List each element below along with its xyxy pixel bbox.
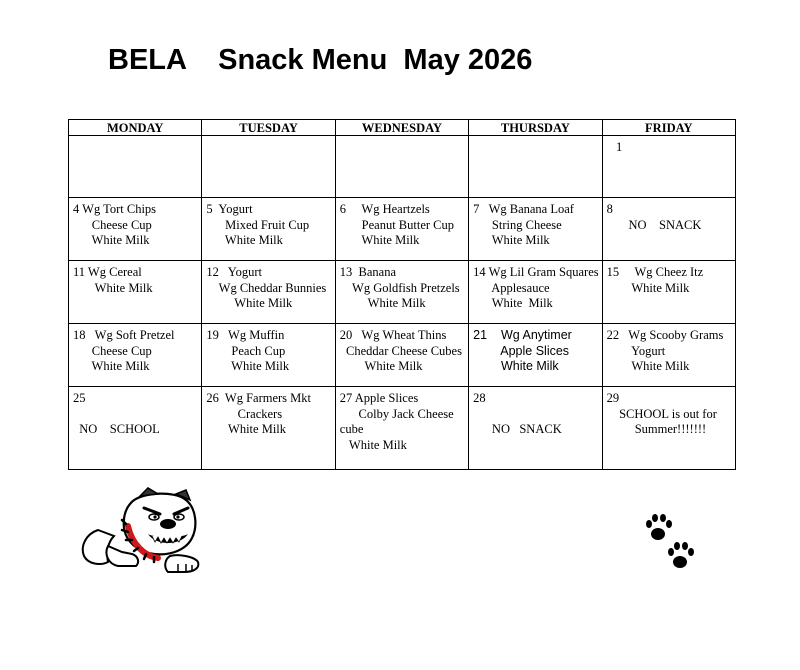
day-cell: 14 Wg Lil Gram Squares Applesauce White Milk: [469, 261, 602, 324]
day-cell: 4 Wg Tort Chips Cheese Cup White Milk: [69, 198, 202, 261]
snack-calendar: [68, 119, 736, 470]
day-cell: 29 SCHOOL is out for Summer!!!!!!!: [602, 387, 735, 470]
day-cell: 25 NO SCHOOL: [69, 387, 202, 470]
week-row: [69, 136, 736, 198]
day-cell: 13 Banana Wg Goldfish Pretzels White Milk: [335, 261, 468, 324]
day-cell: [469, 136, 602, 198]
day-cell: [202, 136, 335, 198]
week-row: [69, 387, 736, 470]
day-cell: [335, 136, 468, 198]
week-row: [69, 261, 736, 324]
week-row: [69, 198, 736, 261]
day-cell: 5 Yogurt Mixed Fruit Cup White Milk: [202, 198, 335, 261]
day-cell: 8 NO SNACK: [602, 198, 735, 261]
day-cell: 1: [602, 136, 735, 198]
week-row: [69, 324, 736, 387]
day-cell: [69, 136, 202, 198]
day-cell: 20 Wg Wheat Thins Cheddar Cheese Cubes White Milk: [335, 324, 468, 387]
day-cell: 28 NO SNACK: [469, 387, 602, 470]
page-title: BELA Snack Menu May 2026: [108, 44, 533, 76]
day-cell: 11 Wg Cereal White Milk: [69, 261, 202, 324]
header-tuesday: TUESDAY: [202, 120, 335, 136]
header-friday: FRIDAY: [602, 120, 735, 136]
header-wednesday: WEDNESDAY: [335, 120, 468, 136]
day-cell: 15 Wg Cheez Itz White Milk: [602, 261, 735, 324]
day-cell: 27 Apple Slices Colby Jack Cheese cube White Milk: [335, 387, 468, 470]
bulldog-mascot-icon: [78, 486, 212, 576]
day-cell: 22 Wg Scooby Grams Yogurt White Milk: [602, 324, 735, 387]
day-cell: 18 Wg Soft Pretzel Cheese Cup White Milk: [69, 324, 202, 387]
day-cell: 21 Wg Anytimer Apple Slices White Milk: [469, 324, 602, 387]
day-cell: 6 Wg Heartzels Peanut Butter Cup White Milk: [335, 198, 468, 261]
header-thursday: THURSDAY: [469, 120, 602, 136]
day-cell: 19 Wg Muffin Peach Cup White Milk: [202, 324, 335, 387]
day-cell: 7 Wg Banana Loaf String Cheese White Milk: [469, 198, 602, 261]
paw-prints-icon: [642, 512, 698, 574]
day-cell: 26 Wg Farmers Mkt Crackers White Milk: [202, 387, 335, 470]
weekday-header-row: [69, 120, 736, 136]
header-monday: MONDAY: [69, 120, 202, 136]
day-cell: 12 Yogurt Wg Cheddar Bunnies White Milk: [202, 261, 335, 324]
